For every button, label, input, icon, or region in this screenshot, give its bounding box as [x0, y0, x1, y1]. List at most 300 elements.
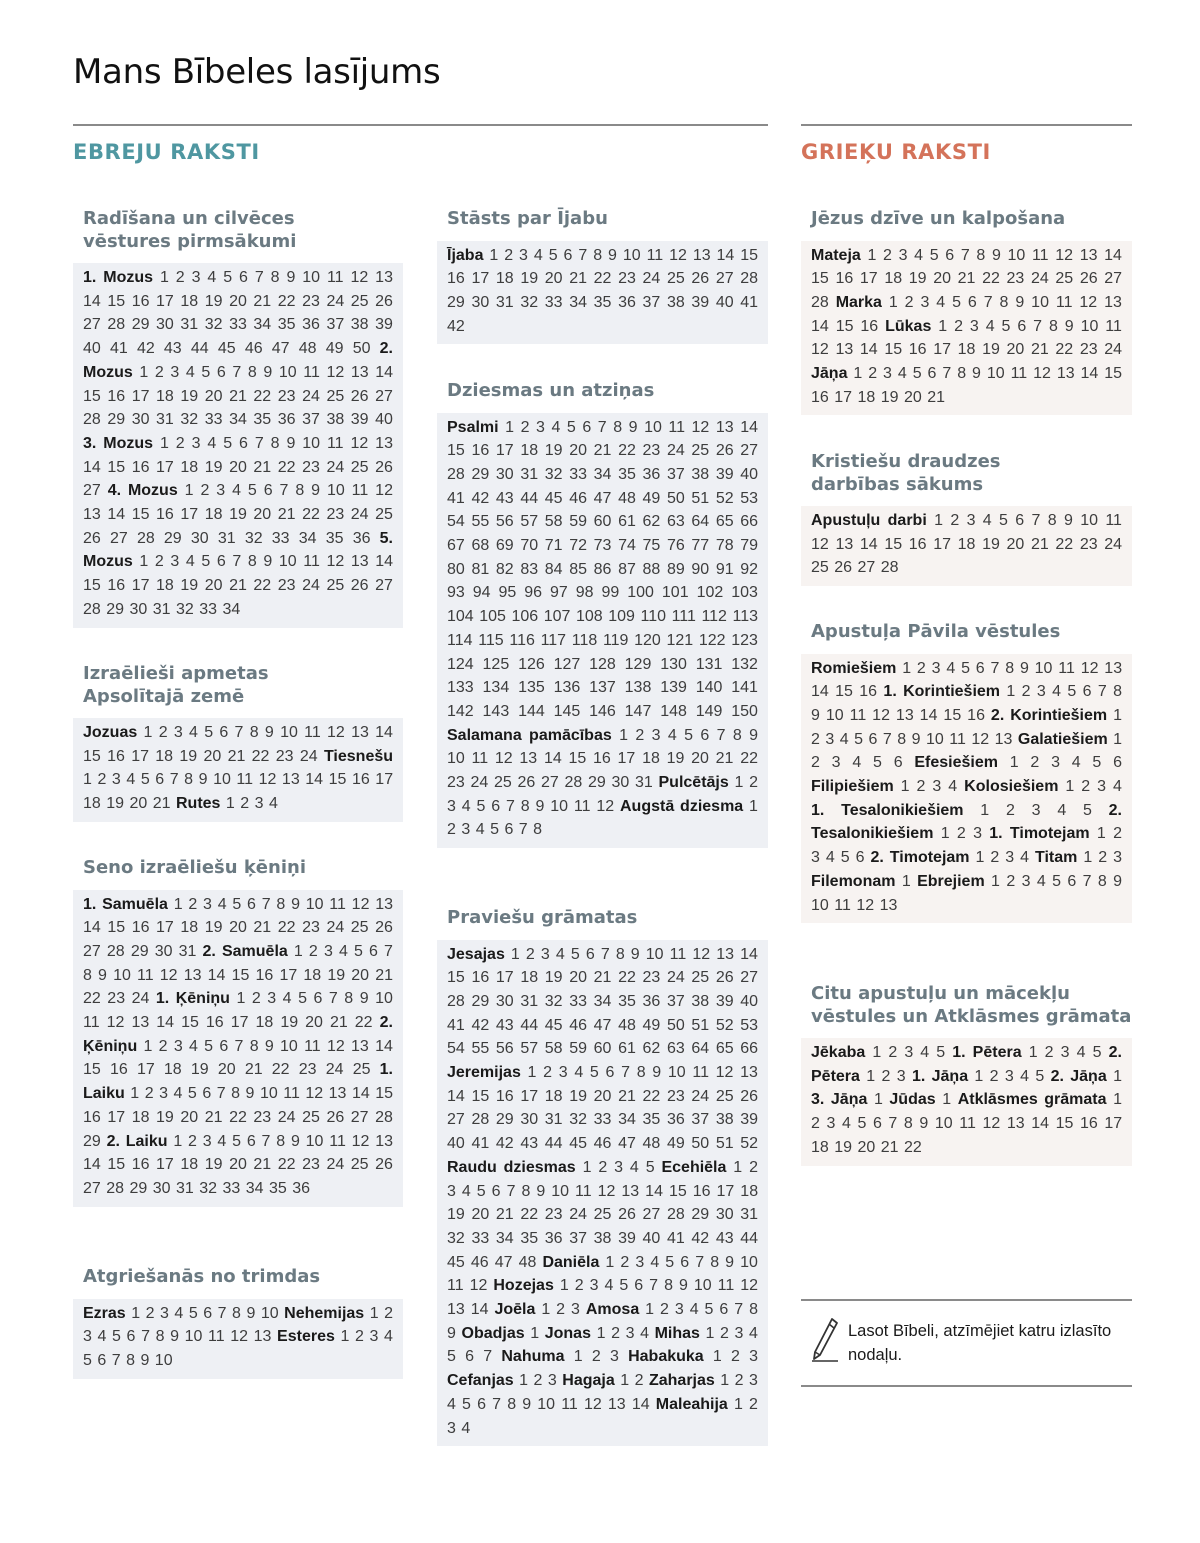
- chapter-number[interactable]: 142: [447, 702, 474, 720]
- chapter-number[interactable]: 14: [375, 724, 393, 741]
- chapter-number[interactable]: 20: [229, 292, 247, 310]
- chapter-number[interactable]: 146: [589, 702, 616, 720]
- chapter-number[interactable]: 7: [1097, 683, 1107, 701]
- chapter-number[interactable]: 28: [106, 942, 125, 960]
- chapter-number[interactable]: 2: [1098, 849, 1108, 867]
- chapter-number[interactable]: 43: [163, 340, 182, 358]
- chapter-number[interactable]: 12: [351, 895, 370, 913]
- chapter-number[interactable]: 7: [942, 365, 952, 383]
- chapter-number[interactable]: 6: [893, 754, 903, 772]
- chapter-number[interactable]: 6: [504, 821, 514, 839]
- chapter-number[interactable]: 4: [189, 1037, 198, 1055]
- chapter-number[interactable]: 29: [163, 529, 182, 547]
- chapter-number[interactable]: 150: [731, 702, 758, 720]
- chapter-number[interactable]: 18: [857, 388, 876, 406]
- chapter-number[interactable]: 2: [574, 1277, 584, 1295]
- chapter-number[interactable]: 7: [232, 553, 242, 571]
- chapter-number[interactable]: 15: [471, 1087, 490, 1105]
- chapter-number[interactable]: 36: [352, 529, 371, 547]
- chapter-number[interactable]: 4: [447, 1395, 456, 1413]
- chapter-number[interactable]: 5: [619, 1277, 629, 1295]
- chapter-number[interactable]: 28: [375, 1108, 393, 1126]
- chapter-number[interactable]: 23: [302, 919, 320, 937]
- chapter-number[interactable]: 5: [188, 1304, 198, 1322]
- chapter-number[interactable]: 15: [668, 1182, 687, 1200]
- chapter-number[interactable]: 2: [520, 418, 530, 436]
- chapter-number[interactable]: 2: [188, 895, 198, 913]
- chapter-number[interactable]: 5: [476, 797, 486, 815]
- chapter-number[interactable]: 14: [631, 1395, 650, 1413]
- chapter-number[interactable]: 2: [811, 730, 820, 748]
- chapter-number[interactable]: 1: [974, 1067, 984, 1085]
- chapter-number[interactable]: 21: [495, 1206, 514, 1224]
- chapter-number[interactable]: 34: [245, 1179, 264, 1197]
- chapter-number[interactable]: 48: [618, 489, 636, 507]
- chapter-number[interactable]: 1: [130, 1085, 140, 1103]
- chapter-number[interactable]: 3: [111, 771, 121, 789]
- chapter-number[interactable]: 5: [665, 1253, 675, 1271]
- chapter-number[interactable]: 6: [239, 269, 248, 286]
- chapter-number[interactable]: 9: [264, 1037, 274, 1055]
- chapter-number[interactable]: 9: [286, 269, 296, 286]
- chapter-number[interactable]: 16: [205, 1014, 224, 1032]
- chapter-number[interactable]: 18: [303, 966, 322, 984]
- chapter-number[interactable]: 24: [1030, 270, 1049, 288]
- chapter-number[interactable]: 36: [666, 1111, 685, 1129]
- chapter-number[interactable]: 1: [1096, 825, 1106, 843]
- chapter-number[interactable]: 58: [544, 1040, 563, 1058]
- chapter-number[interactable]: 6: [719, 1301, 729, 1319]
- chapter-number[interactable]: 13: [447, 1301, 465, 1319]
- chapter-number[interactable]: 5: [1067, 683, 1077, 701]
- chapter-number[interactable]: 17: [834, 388, 853, 406]
- chapter-number[interactable]: 30: [520, 1111, 539, 1129]
- chapter-number[interactable]: 45: [447, 1253, 465, 1271]
- chapter-number[interactable]: 3: [1060, 1044, 1070, 1061]
- chapter-number[interactable]: 33: [271, 529, 290, 547]
- chapter-number[interactable]: 85: [569, 560, 587, 578]
- chapter-number[interactable]: 23: [642, 442, 661, 460]
- chapter-number[interactable]: 3: [202, 1132, 212, 1150]
- chapter-number[interactable]: 36: [544, 1229, 563, 1247]
- chapter-number[interactable]: 3: [1004, 1067, 1014, 1085]
- chapter-number[interactable]: 9: [535, 797, 545, 815]
- chapter-number[interactable]: 6: [246, 1132, 256, 1150]
- chapter-number[interactable]: 9: [245, 1085, 255, 1103]
- chapter-number[interactable]: 28: [136, 529, 155, 547]
- chapter-number[interactable]: 2: [556, 1301, 566, 1319]
- chapter-number[interactable]: 18: [180, 292, 199, 310]
- chapter-number[interactable]: 3: [323, 942, 333, 960]
- chapter-number[interactable]: 15: [1104, 365, 1123, 383]
- chapter-number[interactable]: 133: [447, 679, 474, 697]
- chapter-number[interactable]: 10: [375, 990, 393, 1008]
- chapter-number[interactable]: 30: [715, 1206, 734, 1224]
- chapter-number[interactable]: 1: [139, 363, 149, 381]
- chapter-number[interactable]: 1: [733, 1395, 743, 1413]
- chapter-number[interactable]: 20: [203, 747, 222, 765]
- chapter-number[interactable]: 4: [689, 1301, 699, 1319]
- chapter-number[interactable]: 14: [859, 341, 878, 359]
- chapter-number[interactable]: 12: [1080, 659, 1099, 677]
- chapter-number[interactable]: 23: [302, 292, 320, 310]
- chapter-number[interactable]: 5: [961, 659, 970, 677]
- chapter-number[interactable]: 17: [933, 341, 951, 359]
- chapter-number[interactable]: 11: [208, 1328, 225, 1346]
- chapter-number[interactable]: 63: [666, 513, 685, 531]
- chapter-number[interactable]: 6: [465, 1348, 475, 1366]
- chapter-number[interactable]: 4: [852, 754, 862, 772]
- chapter-number[interactable]: 26: [740, 1087, 759, 1105]
- chapter-number[interactable]: 2: [447, 821, 456, 839]
- chapter-number[interactable]: 8: [636, 1064, 646, 1082]
- chapter-number[interactable]: 87: [618, 560, 636, 578]
- chapter-number[interactable]: 19: [982, 341, 1000, 359]
- chapter-number[interactable]: 3: [826, 1115, 836, 1133]
- chapter-number[interactable]: 31: [180, 316, 199, 334]
- chapter-number[interactable]: 8: [1048, 317, 1058, 335]
- chapter-number[interactable]: 34: [495, 1229, 514, 1247]
- chapter-number[interactable]: 20: [217, 1061, 236, 1079]
- chapter-number[interactable]: 28: [811, 293, 829, 311]
- chapter-number[interactable]: 1: [505, 418, 515, 436]
- chapter-number[interactable]: 3: [170, 553, 180, 571]
- chapter-number[interactable]: 13: [1104, 293, 1122, 311]
- chapter-number[interactable]: 2: [956, 825, 966, 843]
- chapter-number[interactable]: 18: [957, 341, 976, 359]
- chapter-number[interactable]: 8: [270, 269, 280, 286]
- chapter-number[interactable]: 27: [1104, 270, 1123, 288]
- chapter-number[interactable]: 26: [715, 969, 734, 987]
- chapter-number[interactable]: 1: [541, 1301, 551, 1319]
- chapter-number[interactable]: 13: [835, 535, 854, 553]
- chapter-number[interactable]: 6: [634, 1277, 644, 1295]
- chapter-number[interactable]: 12: [494, 750, 513, 768]
- chapter-number[interactable]: 53: [740, 1016, 759, 1034]
- chapter-number[interactable]: 103: [731, 584, 758, 602]
- chapter-number[interactable]: 4: [897, 365, 907, 383]
- chapter-number[interactable]: 9: [608, 246, 617, 264]
- chapter-number[interactable]: 1: [620, 1372, 630, 1390]
- chapter-number[interactable]: 106: [511, 608, 539, 626]
- chapter-number[interactable]: 10: [213, 771, 231, 789]
- chapter-number[interactable]: 67: [447, 537, 465, 555]
- chapter-number[interactable]: 10: [986, 365, 1005, 383]
- chapter-number[interactable]: 14: [859, 535, 878, 553]
- chapter-number[interactable]: 4: [207, 434, 217, 452]
- chapter-number[interactable]: 134: [482, 679, 510, 697]
- chapter-number[interactable]: 16: [156, 506, 174, 524]
- chapter-number[interactable]: 135: [518, 679, 545, 697]
- chapter-number[interactable]: 4: [640, 1324, 649, 1342]
- chapter-number[interactable]: 41: [471, 1135, 490, 1153]
- chapter-number[interactable]: 35: [642, 1111, 661, 1129]
- chapter-number[interactable]: 1: [749, 797, 758, 815]
- chapter-number[interactable]: 2: [591, 1348, 601, 1366]
- chapter-number[interactable]: 6: [700, 726, 710, 744]
- chapter-number[interactable]: 2: [888, 1044, 898, 1061]
- chapter-number[interactable]: 48: [618, 1016, 636, 1034]
- chapter-number[interactable]: 19: [204, 1156, 223, 1174]
- chapter-number[interactable]: 4: [749, 1324, 758, 1342]
- chapter-number[interactable]: 11: [303, 363, 320, 381]
- chapter-number[interactable]: 9: [749, 726, 759, 744]
- chapter-number[interactable]: 3: [447, 797, 456, 815]
- chapter-number[interactable]: 5: [999, 512, 1008, 529]
- chapter-number[interactable]: 26: [834, 559, 853, 577]
- chapter-number[interactable]: 24: [299, 747, 318, 765]
- chapter-number[interactable]: 17: [156, 458, 174, 476]
- chapter-number[interactable]: 3: [159, 1085, 169, 1103]
- chapter-number[interactable]: 6: [1067, 872, 1077, 890]
- chapter-number[interactable]: 8: [533, 821, 543, 839]
- chapter-number[interactable]: 15: [83, 747, 101, 765]
- chapter-number[interactable]: 62: [642, 1040, 661, 1058]
- chapter-number[interactable]: 16: [860, 317, 879, 335]
- chapter-number[interactable]: 20: [569, 442, 587, 460]
- chapter-number[interactable]: 7: [111, 1351, 121, 1369]
- chapter-number[interactable]: 143: [482, 702, 510, 720]
- chapter-number[interactable]: 73: [593, 537, 612, 555]
- chapter-number[interactable]: 25: [811, 559, 829, 577]
- chapter-number[interactable]: 84: [544, 560, 563, 578]
- chapter-number[interactable]: 4: [1057, 801, 1067, 819]
- chapter-number[interactable]: 42: [136, 340, 155, 358]
- chapter-number[interactable]: 3: [674, 1301, 684, 1319]
- chapter-number[interactable]: 66: [740, 1040, 759, 1058]
- chapter-number[interactable]: 10: [667, 1064, 686, 1082]
- chapter-number[interactable]: 40: [740, 992, 759, 1010]
- chapter-number[interactable]: 3: [558, 1064, 568, 1082]
- chapter-number[interactable]: 8: [749, 1301, 758, 1319]
- chapter-number[interactable]: 1: [184, 482, 194, 500]
- chapter-number[interactable]: 27: [109, 529, 128, 547]
- chapter-number[interactable]: 13: [879, 896, 898, 914]
- chapter-number[interactable]: 6: [216, 363, 226, 381]
- chapter-number[interactable]: 40: [642, 1229, 661, 1247]
- chapter-number[interactable]: 12: [811, 341, 829, 359]
- chapter-number[interactable]: 149: [695, 702, 723, 720]
- chapter-number[interactable]: 11: [1010, 365, 1028, 383]
- chapter-number[interactable]: 18: [642, 750, 660, 768]
- chapter-number[interactable]: 105: [479, 608, 506, 626]
- chapter-number[interactable]: 12: [326, 1037, 345, 1055]
- chapter-number[interactable]: 19: [204, 919, 223, 937]
- chapter-number[interactable]: 14: [107, 506, 126, 524]
- chapter-number[interactable]: 3: [749, 1372, 758, 1390]
- chapter-number[interactable]: 13: [375, 895, 394, 913]
- chapter-number[interactable]: 32: [199, 1179, 218, 1197]
- chapter-number[interactable]: 10: [551, 1182, 570, 1200]
- chapter-number[interactable]: 5: [298, 990, 307, 1008]
- chapter-number[interactable]: 131: [695, 655, 723, 673]
- chapter-number[interactable]: 5: [929, 246, 939, 264]
- chapter-number[interactable]: 20: [229, 458, 247, 476]
- chapter-number[interactable]: 1: [712, 1348, 722, 1366]
- chapter-number[interactable]: 27: [715, 270, 734, 288]
- chapter-number[interactable]: 6: [967, 293, 977, 311]
- chapter-number[interactable]: 4: [650, 1253, 660, 1271]
- chapter-number[interactable]: 24: [666, 969, 685, 987]
- chapter-number[interactable]: 66: [740, 513, 759, 531]
- chapter-number[interactable]: 9: [1019, 659, 1029, 677]
- chapter-number[interactable]: 11: [137, 966, 154, 984]
- chapter-number[interactable]: 13: [895, 706, 914, 724]
- chapter-number[interactable]: 15: [835, 317, 854, 335]
- chapter-number[interactable]: 3: [920, 293, 930, 311]
- chapter-number[interactable]: 2: [660, 1301, 669, 1319]
- chapter-number[interactable]: 1: [934, 512, 943, 529]
- chapter-number[interactable]: 10: [113, 966, 131, 984]
- chapter-number[interactable]: 3: [369, 1328, 379, 1346]
- chapter-number[interactable]: 18: [957, 535, 976, 553]
- chapter-number[interactable]: 8: [520, 797, 530, 815]
- chapter-number[interactable]: 22: [982, 270, 1000, 288]
- chapter-number[interactable]: 9: [170, 1328, 179, 1346]
- chapter-number[interactable]: 1: [1083, 849, 1093, 867]
- chapter-number[interactable]: 6: [491, 797, 501, 815]
- chapter-number[interactable]: 10: [825, 706, 844, 724]
- chapter-number[interactable]: 2: [883, 246, 892, 264]
- chapter-number[interactable]: 35: [253, 411, 272, 429]
- chapter-number[interactable]: 15: [943, 706, 962, 724]
- chapter-number[interactable]: 125: [482, 655, 510, 673]
- chapter-number[interactable]: 3: [932, 778, 942, 796]
- chapter-number[interactable]: 76: [666, 537, 685, 555]
- chapter-number[interactable]: 3: [447, 1182, 456, 1200]
- chapter-number[interactable]: 4: [1113, 778, 1122, 796]
- chapter-number[interactable]: 34: [593, 465, 612, 483]
- chapter-number[interactable]: 11: [573, 797, 591, 815]
- chapter-number[interactable]: 7: [1031, 512, 1041, 529]
- chapter-number[interactable]: 4: [268, 795, 278, 813]
- chapter-number[interactable]: 29: [106, 600, 125, 618]
- chapter-number[interactable]: 126: [518, 655, 545, 673]
- chapter-number[interactable]: 25: [350, 292, 369, 310]
- chapter-number[interactable]: 6: [582, 418, 592, 436]
- chapter-number[interactable]: 13: [716, 945, 735, 963]
- chapter-number[interactable]: 12: [159, 966, 178, 984]
- chapter-number[interactable]: 148: [660, 702, 687, 720]
- chapter-number[interactable]: 39: [740, 1111, 759, 1129]
- chapter-number[interactable]: 18: [884, 270, 903, 288]
- chapter-number[interactable]: 22: [253, 387, 272, 405]
- chapter-number[interactable]: 1: [559, 1277, 569, 1295]
- chapter-number[interactable]: 4: [825, 849, 835, 867]
- chapter-number[interactable]: 12: [326, 363, 345, 381]
- chapter-number[interactable]: 52: [715, 1016, 734, 1034]
- chapter-number[interactable]: 21: [569, 270, 587, 288]
- chapter-number[interactable]: 9: [359, 990, 369, 1008]
- chapter-number[interactable]: 13: [621, 1182, 640, 1200]
- chapter-number[interactable]: 29: [495, 1111, 514, 1129]
- chapter-number[interactable]: 46: [569, 1016, 587, 1034]
- chapter-number[interactable]: 1: [991, 872, 1000, 890]
- chapter-number[interactable]: 17: [180, 506, 199, 524]
- chapter-number[interactable]: 6: [203, 1304, 213, 1322]
- chapter-number[interactable]: 74: [618, 537, 636, 555]
- chapter-number[interactable]: 11: [1105, 512, 1122, 529]
- chapter-number[interactable]: 18: [544, 1087, 563, 1105]
- chapter-number[interactable]: 14: [645, 1182, 663, 1200]
- chapter-number[interactable]: 9: [447, 1324, 456, 1342]
- chapter-number[interactable]: 20: [904, 388, 922, 406]
- chapter-number[interactable]: 3: [969, 317, 979, 335]
- chapter-number[interactable]: 7: [483, 1348, 493, 1366]
- chapter-number[interactable]: 42: [471, 489, 490, 507]
- chapter-number[interactable]: 75: [642, 537, 661, 555]
- chapter-number[interactable]: 3: [931, 659, 941, 677]
- chapter-number[interactable]: 49: [666, 1135, 685, 1153]
- chapter-number[interactable]: 77: [691, 537, 710, 555]
- chapter-number[interactable]: 33: [544, 293, 563, 311]
- chapter-number[interactable]: 15: [884, 341, 903, 359]
- chapter-number[interactable]: 14: [919, 706, 938, 724]
- chapter-number[interactable]: 4: [338, 942, 348, 960]
- chapter-number[interactable]: 12: [305, 1085, 324, 1103]
- chapter-number[interactable]: 3: [519, 246, 528, 264]
- chapter-number[interactable]: 7: [261, 1132, 271, 1150]
- chapter-number[interactable]: 5: [704, 1301, 714, 1319]
- chapter-number[interactable]: 36: [618, 293, 636, 311]
- chapter-number[interactable]: 36: [302, 316, 320, 334]
- chapter-number[interactable]: 12: [669, 246, 687, 264]
- chapter-number[interactable]: 14: [716, 246, 735, 264]
- chapter-number[interactable]: 50: [691, 1135, 710, 1153]
- chapter-number[interactable]: 3: [1113, 849, 1123, 867]
- chapter-number[interactable]: 1: [902, 659, 912, 677]
- chapter-number[interactable]: 12: [106, 1014, 125, 1032]
- chapter-number[interactable]: 18: [131, 1108, 150, 1126]
- chapter-number[interactable]: 32: [569, 1111, 587, 1129]
- chapter-number[interactable]: 24: [326, 1156, 345, 1174]
- chapter-number[interactable]: 13: [328, 1085, 347, 1103]
- chapter-number[interactable]: 19: [982, 535, 1000, 553]
- chapter-number[interactable]: 13: [183, 966, 202, 984]
- chapter-number[interactable]: 9: [98, 966, 107, 984]
- chapter-number[interactable]: 7: [234, 1037, 244, 1055]
- chapter-number[interactable]: 2: [97, 771, 107, 789]
- chapter-number[interactable]: 48: [298, 340, 317, 358]
- chapter-number[interactable]: 24: [470, 774, 489, 792]
- chapter-number[interactable]: 16: [351, 771, 370, 789]
- chapter-number[interactable]: 54: [447, 513, 465, 531]
- chapter-number[interactable]: 9: [991, 246, 1001, 264]
- chapter-number[interactable]: 57: [520, 513, 539, 531]
- chapter-number[interactable]: 40: [83, 340, 101, 358]
- chapter-number[interactable]: 6: [1017, 317, 1027, 335]
- chapter-number[interactable]: 23: [544, 1206, 563, 1224]
- chapter-number[interactable]: 18: [83, 795, 101, 813]
- chapter-number[interactable]: 17: [495, 442, 514, 460]
- chapter-number[interactable]: 4: [1076, 1044, 1086, 1061]
- chapter-number[interactable]: 44: [520, 1016, 539, 1034]
- chapter-number[interactable]: 39: [350, 411, 369, 429]
- chapter-number[interactable]: 17: [131, 577, 150, 595]
- chapter-number[interactable]: 10: [740, 1253, 758, 1271]
- chapter-number[interactable]: 17: [131, 387, 150, 405]
- chapter-number[interactable]: 8: [593, 246, 603, 264]
- chapter-number[interactable]: 68: [471, 537, 490, 555]
- chapter-number[interactable]: 4: [207, 269, 217, 286]
- chapter-number[interactable]: 22: [618, 442, 636, 460]
- chapter-number[interactable]: 5: [1035, 1067, 1045, 1085]
- chapter-number[interactable]: 9: [1064, 317, 1074, 335]
- chapter-number[interactable]: 34: [618, 1111, 636, 1129]
- chapter-number[interactable]: 1: [369, 1304, 379, 1322]
- chapter-number[interactable]: 7: [1082, 872, 1092, 890]
- chapter-number[interactable]: 19: [280, 1014, 299, 1032]
